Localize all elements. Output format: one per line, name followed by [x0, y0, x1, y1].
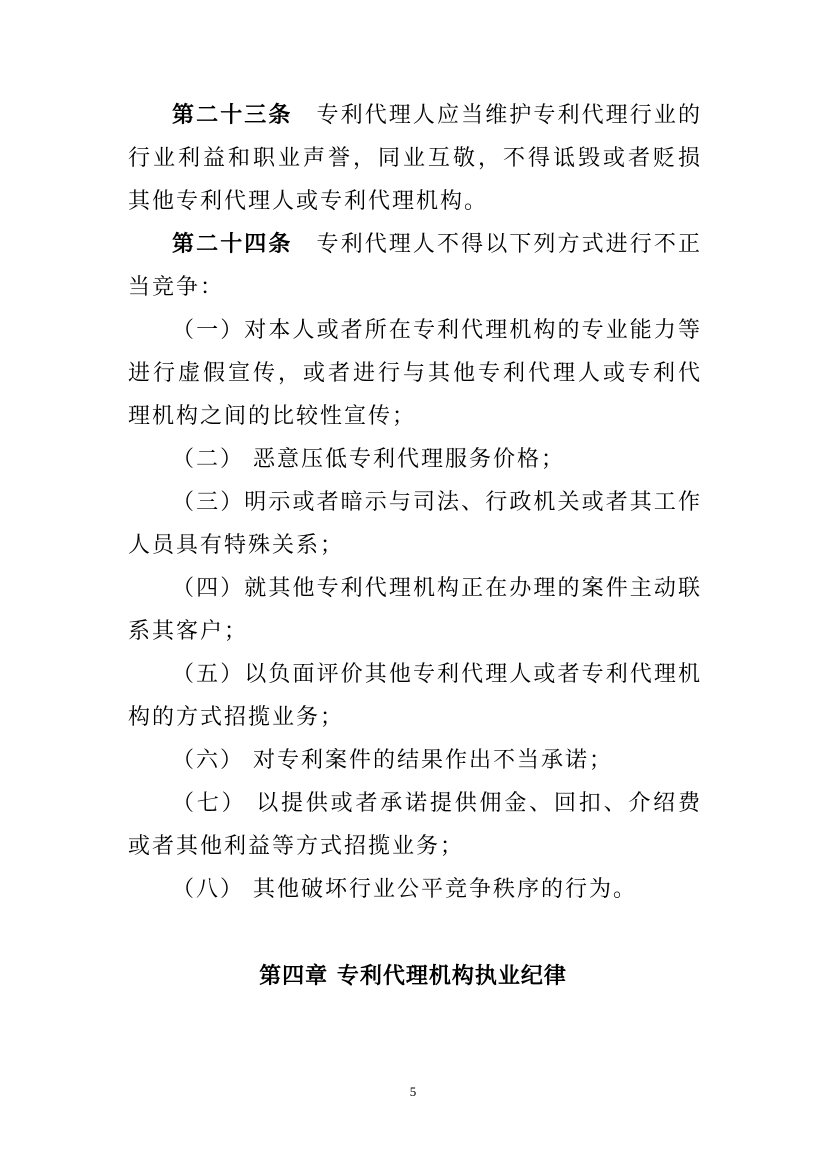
article-23-text: 专利代理人应当维护专利代理行业的行业利益和职业声誉，同业互敬，不得诋毁或者贬损其他专利代理人或专利代理机构。 — [128, 103, 702, 214]
list-item-8: （八） 其他破坏行业公平竞争秩序的行为。 — [172, 877, 637, 902]
list-item-4: （四）就其他专利代理机构正在办理的案件主动联系其客户； — [128, 576, 702, 644]
page-number: 5 — [409, 1084, 417, 1099]
article-23-paragraph — [128, 94, 702, 223]
list-item-1: （一）对本人或者所在专利代理机构的专业能力等进行虚假宣传，或者进行与其他专利代理人或专利代理机构之间的比较性宣传； — [128, 318, 702, 429]
article-24-number: 第二十四条 — [172, 232, 293, 257]
list-item-2: （二） 恶意压低专利代理服务价格； — [172, 447, 565, 472]
article-24-text: 专利代理人不得以下列方式进行不正当竞争： — [128, 232, 702, 300]
article-23-number: 第二十三条 — [172, 103, 293, 128]
article-24-paragraph — [128, 223, 702, 309]
list-item-3: （三）明示或者暗示与司法、行政机关或者其工作人员具有特殊关系； — [128, 490, 702, 558]
chapter-title: 第四章 专利代理机构执业纪律 — [259, 964, 567, 989]
list-item-5: （五）以负面评价其他专利代理人或者专利代理机构的方式招揽业务； — [128, 662, 702, 730]
list-item-6: （六） 对专利案件的结果作出不当承诺； — [172, 748, 613, 773]
list-item-7: （七） 以提供或者承诺提供佣金、回扣、介绍费或者其他利益等方式招揽业务； — [128, 791, 702, 859]
